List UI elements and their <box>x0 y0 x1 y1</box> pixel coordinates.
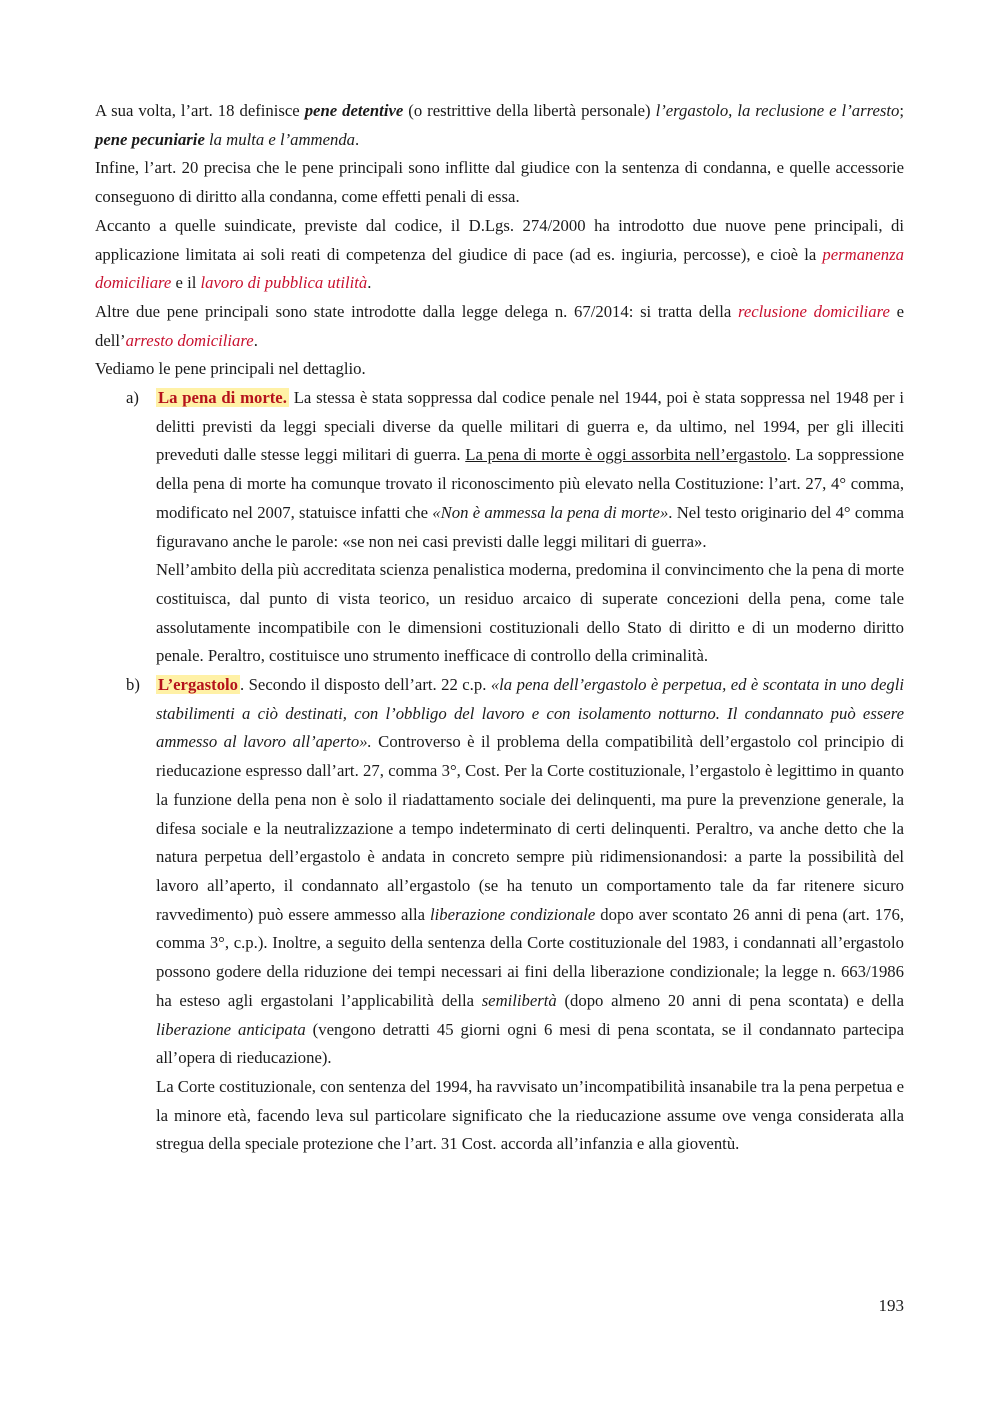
text-span: e il <box>171 273 201 293</box>
term-pene-detentive: pene detentive <box>304 101 404 120</box>
text-span: (dopo almeno 20 anni di pena scontata) e della <box>556 990 904 1010</box>
item-paragraph: La Corte costituzionale, con sentenza del 1994, ha ravvisato un’incompatibilità insanabile tra la pena perpetua e la minore età, facendo leva sul particolare significato che la rieducazione assume ove venga considerata alla stregua della speciale protezione che l’art. 31 Cost. accorda all’infanzia e alla gioventù. <box>156 1076 904 1154</box>
text-span: ; <box>899 101 904 120</box>
text-span: . Secondo il disposto dell’art. 22 c.p. <box>240 675 491 695</box>
text-span: . <box>253 330 258 350</box>
paragraph-art18 <box>95 97 904 154</box>
item-paragraph <box>156 671 904 1073</box>
term-semiliberta: semilibertà <box>481 990 557 1010</box>
text-span: . La soppressione della pena di morte ha comunque trovato il riconoscimento più elevato nella Costituzione: l’art. 27, 4° comma, modificato nel 2007, statuisce infatti che <box>156 445 904 522</box>
list-marker: a) <box>126 388 139 408</box>
term-lavoro-pubblica-utilita: lavoro di pubblica utilità <box>200 273 368 293</box>
text-span: dopo aver scontato 26 anni di pena (art. 176, comma 3°, c.p.). Inoltre, a seguito della sentenza della Corte costituzionale del 1983, i condannati all’ergastolo possono godere della riduzione dei tempi necessari ai fini della liberazione condizionale; la legge n. 663/1986 ha esteso agli ergastolani l’applicabilità della <box>156 904 904 1010</box>
paragraph-legge-delega <box>95 298 904 355</box>
text-span: . Nel testo originario del 4° comma figuravano anche le parole: «se non nei casi previsti dalle leggi militari di guerra». <box>156 502 904 551</box>
term-arresto-domiciliare: arresto domiciliare <box>125 330 254 350</box>
underlined-text: La pena di morte è oggi assorbita nell’ergastolo <box>465 445 787 465</box>
list-marker: b) <box>126 675 140 695</box>
item-paragraph <box>156 384 904 556</box>
item-paragraph: Nell’ambito della più accreditata scienza penalistica moderna, predomina il convincimento che la pena di morte costituisca, dal punto di vista teorico, un residuo arcaico di superate concezioni della pena, come tale assolutamente incompatibile con le dimensioni costituzionali dello Stato di diritto e di un moderno diritto penale. Peraltro, costituisce uno strumento inefficace di controllo della criminalità. <box>156 560 904 666</box>
text-span: (o restrittive della libertà personale) <box>403 101 656 120</box>
text-span: Accanto a quelle suindicate, previste dal codice, il D.Lgs. 274/2000 ha introdotto due nuove pene principali, di applicazione limitata ai soli reati di competenza del giudice di pace (ad es. ingiuria, percosse), e cioè la <box>95 215 904 264</box>
italic-span: la multa e l’ammenda <box>209 129 356 149</box>
code-quote: «la pena dell’ergastolo è perpetua, ed è scontata in uno degli stabilimenti a ciò destinati, con l’obbligo del lavoro e con isolamento notturno. Il condannato può essere ammesso al lavoro all’aperto». <box>156 675 905 752</box>
text-span: Controverso è il problema della compatibilità dell’ergastolo col principio di rieducazione espresso dall’art. 27, comma 3°, Cost. Per la Corte costituzionale, l’ergastolo è legittimo in quanto la funzione della pena non è solo il riadattamento sociale dei delinquenti, ma pure la prevenzione generale, la difesa sociale e la neutralizzazione a tempo indeterminato di certi delinquenti. Peraltro, va anche detto che la natura perpetua dell’ergastolo è andata in concreto sempre più ridimensionandosi: a parte la possibilità del lavoro all’aperto, il condannato all’ergastolo (se ha tenuto un comportamento tale da far ritenere sicuro ravvedimento) può essere ammesso alla <box>156 732 904 924</box>
text-span: A sua volta, l’art. 18 definisce <box>95 101 305 120</box>
term-liberazione-anticipata: liberazione anticipata <box>156 1019 306 1039</box>
item-heading-highlighted: L’ergastolo <box>158 675 239 695</box>
text-span: . <box>355 129 360 149</box>
list-item-ergastolo <box>95 671 904 1159</box>
list-item-pena-di-morte <box>95 384 904 671</box>
italic-span: l’ergastolo, la reclusione e l’arresto <box>655 101 900 120</box>
page-number: 193 <box>878 1296 904 1315</box>
constitution-quote: «Non è ammessa la pena di morte» <box>432 502 669 522</box>
document-body <box>95 97 904 1159</box>
text-span: . <box>367 273 372 293</box>
term-reclusione-domiciliare: reclusione domiciliare <box>737 301 890 321</box>
term-permanenza-domiciliare: permanenza domiciliare <box>95 244 904 293</box>
paragraph-art20: Infine, l’art. 20 precisa che le pene principali sono inflitte dal giudice con la sentenza di condanna, e quelle accessorie conseguono di diritto alla condanna, come effetti penali di essa. <box>95 158 904 207</box>
text-span: Altre due pene principali sono state introdotte dalla legge delega n. 67/2014: si tratta della <box>95 301 738 321</box>
text-span: e dell’ <box>95 301 904 350</box>
term-liberazione-condizionale: liberazione condizionale <box>430 904 596 924</box>
text-span: La stessa è stata soppressa dal codice penale nel 1944, poi è stata soppressa nel 1948 per i delitti previsti da leggi speciali diverse da quelle militari di guerra e, da ultimo, nel 1994, per gli illeciti preveduti dalle stesse leggi militari di guerra. <box>156 388 904 465</box>
paragraph-intro-list: Vediamo le pene principali nel dettaglio. <box>95 359 366 379</box>
paragraph-dlgs <box>95 212 904 298</box>
text-span: (vengono detratti 45 giorni ogni 6 mesi di pena scontata, se il condannato partecipa all’opera di rieducazione). <box>156 1019 904 1068</box>
term-pene-pecuniarie: pene pecuniarie <box>95 129 205 149</box>
item-heading-highlighted: La pena di morte. <box>158 388 287 408</box>
